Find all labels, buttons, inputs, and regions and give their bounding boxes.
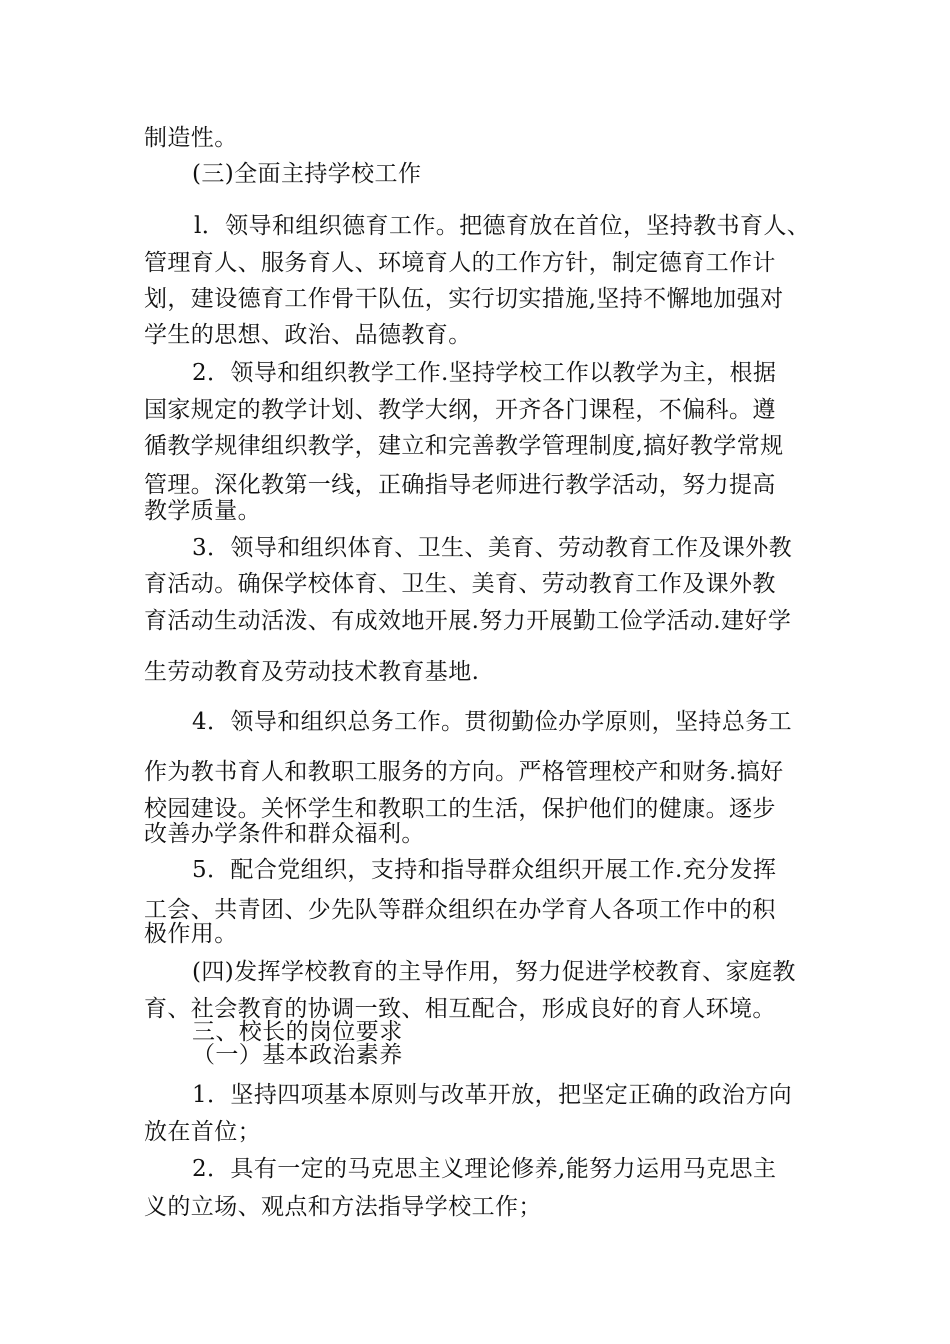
- text-line: 生劳动教育及劳动技术教育基地.: [144, 659, 480, 685]
- text-line: 育活动。确保学校体育、卫生、美育、劳动教育工作及课外教: [144, 571, 776, 597]
- text-line: 管理育人、服务育人、环境育人的工作方针，制定德育工作计: [144, 250, 776, 276]
- text-line: 育活动生动活泼、有成效地开展.努力开展勤工俭学活动.建好学: [144, 608, 792, 634]
- text-line: 制造性。: [144, 125, 238, 151]
- text-line: 学生的思想、政治、品德教育。: [144, 322, 472, 348]
- text-line: 2．具有一定的马克思主义理论修养,能努力运用马克思主: [192, 1156, 777, 1182]
- text-line: 2．领导和组织教学工作.坚持学校工作以教学为主，根据: [192, 360, 777, 386]
- text-line: 管理。深化教第一线，正确指导老师进行教学活动，努力提高: [144, 472, 776, 498]
- chapter-heading: 三、校长的岗位要求: [192, 1019, 403, 1045]
- text-line: 国家规定的教学计划、教学大纲，开齐各门课程，不偏科。遵: [144, 397, 776, 423]
- section-heading: (三)全面主持学校工作: [192, 161, 422, 187]
- text-line: 极作用。: [144, 921, 238, 947]
- section-heading: (四)发挥学校教育的主导作用，努力促进学校教育、家庭教: [192, 959, 796, 985]
- text-line: 1．坚持四项基本原则与改革开放，把坚定正确的政治方向: [192, 1082, 793, 1108]
- text-line: 4．领导和组织总务工作。贯彻勤俭办学原则，坚持总务工: [192, 709, 793, 735]
- text-line: 校园建设。关怀学生和教职工的生活，保护他们的健康。逐步: [144, 796, 776, 822]
- text-line: 改善办学条件和群众福利。: [144, 821, 425, 847]
- text-line: 循教学规律组织教学，建立和完善教学管理制度,搞好教学常规: [144, 433, 784, 459]
- text-line: 3．领导和组织体育、卫生、美育、劳动教育工作及课外教: [192, 535, 793, 561]
- text-line: 育、社会教育的协调一致、相互配合，形成良好的育人环境。: [144, 996, 776, 1022]
- text-line: 5．配合党组织，支持和指导群众组织开展工作.充分发挥: [192, 857, 777, 883]
- text-line: 划，建设德育工作骨干队伍，实行切实措施,坚持不懈地加强对: [144, 286, 784, 312]
- text-line: 作为教书育人和教职工服务的方向。严格管理校产和财务.搞好: [144, 759, 784, 785]
- text-line: 工会、共青团、少先队等群众组织在办学育人各项工作中的积: [144, 897, 776, 923]
- text-line: l．领导和组织德育工作。把德育放在首位，坚持教书育人、: [194, 213, 811, 239]
- text-line: 义的立场、观点和方法指导学校工作；: [144, 1194, 542, 1220]
- text-line: 教学质量。: [144, 498, 261, 524]
- subsection-heading: （一）基本政治素养: [192, 1042, 403, 1068]
- text-line: 放在首位；: [144, 1119, 261, 1145]
